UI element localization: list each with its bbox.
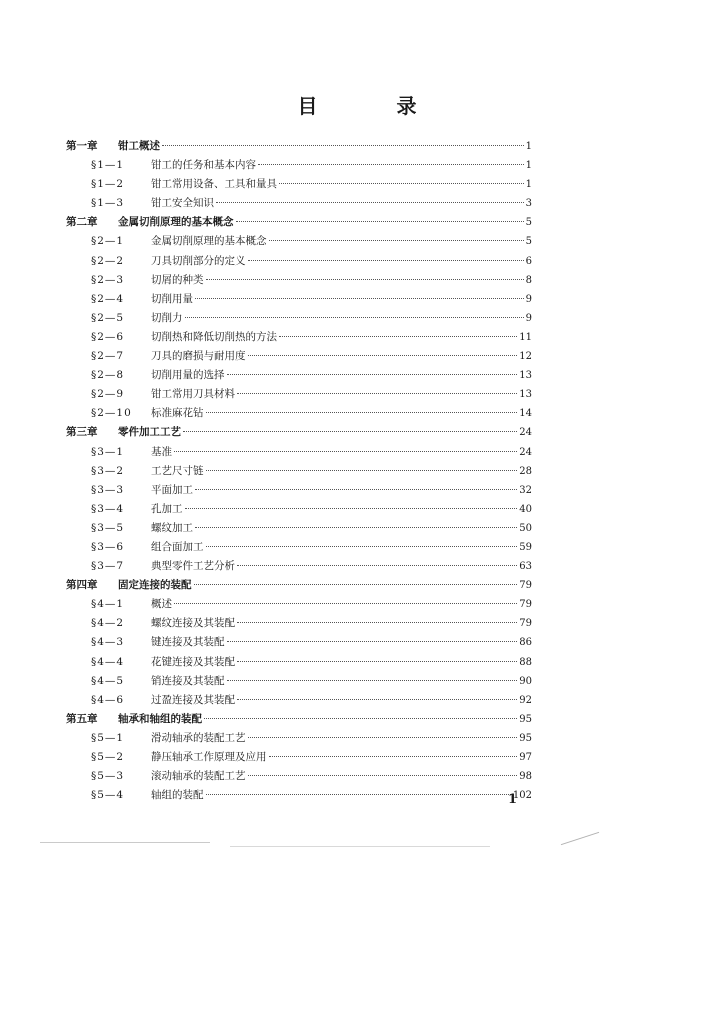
dot-leader: [183, 431, 517, 432]
section-page-number: 90: [519, 675, 532, 687]
dot-leader: [162, 145, 524, 146]
toc-section-entry: [66, 310, 532, 329]
section-title: 工艺尺寸链: [151, 464, 204, 477]
dot-leader: [195, 489, 517, 490]
section-page-number: 92: [519, 694, 532, 706]
toc-section-entry: [66, 291, 532, 310]
section-page-number: 1: [525, 160, 532, 172]
section-page-number: 79: [519, 618, 532, 630]
toc-section-entry: [66, 253, 532, 272]
section-number: §3—7: [91, 560, 125, 573]
page-title: 目 录: [297, 94, 453, 118]
dot-leader: [248, 775, 518, 776]
dot-leader: [237, 622, 517, 623]
chapter-page-number: 95: [519, 713, 532, 725]
section-number: §4—2: [91, 617, 125, 630]
chapter-number: 第三章: [66, 426, 98, 439]
chapter-number: 第四章: [66, 579, 98, 592]
section-number: §2—10: [91, 407, 132, 420]
section-page-number: 9: [525, 293, 532, 305]
section-title: 滑动轴承的装配工艺: [151, 731, 246, 744]
dot-leader: [174, 603, 517, 604]
section-title: 切削用量的选择: [151, 369, 225, 382]
dot-leader: [248, 355, 518, 356]
section-page-number: 24: [519, 446, 532, 458]
section-title: 金属切削原理的基本概念: [151, 235, 267, 248]
section-number: §4—4: [91, 655, 125, 668]
toc-section-entry: [66, 444, 532, 463]
dot-leader: [195, 527, 517, 528]
section-title: 刀具的磨损与耐用度: [151, 350, 246, 363]
toc-section-entry: [66, 176, 532, 195]
chapter-page-number: 79: [519, 580, 532, 592]
section-number: §5—1: [91, 731, 125, 744]
section-title: 钳工安全知识: [151, 197, 214, 210]
section-number: §3—1: [91, 445, 125, 458]
section-page-number: 1: [525, 179, 532, 191]
dot-leader: [237, 661, 517, 662]
section-number: §2—1: [91, 235, 125, 248]
toc-section-entry: [66, 405, 532, 424]
toc-section-entry: [66, 654, 532, 673]
scan-artifact-line: [561, 832, 599, 845]
section-title: 螺纹连接及其装配: [151, 617, 235, 630]
toc-section-entry: [66, 787, 532, 806]
section-number: §5—2: [91, 751, 125, 763]
section-number: §2—8: [91, 369, 125, 382]
dot-leader: [185, 508, 518, 509]
section-number: §3—5: [91, 521, 125, 534]
toc-section-entry: [66, 195, 532, 214]
table-of-contents: [66, 138, 532, 806]
section-page-number: 13: [519, 370, 532, 382]
toc-section-entry: [66, 233, 532, 252]
toc-section-entry: [66, 596, 532, 615]
section-number: §4—6: [91, 693, 125, 706]
section-title: 滚动轴承的装配工艺: [151, 770, 246, 783]
section-number: §1—3: [91, 197, 125, 210]
section-page-number: 102: [512, 790, 532, 802]
section-number: §2—5: [91, 311, 125, 324]
section-title: 轴组的装配: [151, 789, 204, 802]
toc-section-entry: [66, 539, 532, 558]
section-title: 过盈连接及其装配: [151, 693, 235, 706]
section-page-number: 95: [519, 732, 532, 744]
chapter-title: 轴承和轴组的装配: [118, 712, 202, 725]
chapter-title: 金属切削原理的基本概念: [118, 216, 234, 229]
scan-artifact-line: [230, 846, 490, 847]
chapter-number: 第二章: [66, 216, 98, 229]
dot-leader: [248, 737, 518, 738]
section-page-number: 28: [519, 465, 532, 477]
chapter-number: 第一章: [66, 140, 98, 152]
toc-chapter-entry: [66, 214, 532, 233]
section-title: 切削力: [151, 311, 183, 324]
section-page-number: 40: [519, 503, 532, 515]
section-number: §4—5: [91, 674, 125, 687]
dot-leader: [248, 260, 524, 261]
toc-chapter-entry: [66, 424, 532, 443]
toc-section-entry: [66, 482, 532, 501]
section-number: §3—6: [91, 540, 125, 553]
section-number: §1—1: [91, 159, 125, 172]
section-page-number: 8: [525, 274, 532, 286]
section-page-number: 86: [519, 637, 532, 649]
chapter-title: 钳工概述: [118, 140, 160, 152]
dot-leader: [236, 221, 524, 222]
section-page-number: 50: [519, 522, 532, 534]
dot-leader: [227, 641, 518, 642]
section-number: §4—1: [91, 598, 125, 611]
toc-section-entry: [66, 673, 532, 692]
section-page-number: 63: [519, 561, 532, 573]
toc-section-entry: [66, 768, 532, 787]
toc-section-entry: [66, 329, 532, 348]
dot-leader: [206, 794, 511, 795]
toc-section-entry: [66, 501, 532, 520]
dot-leader: [185, 317, 524, 318]
section-page-number: 5: [525, 236, 532, 248]
section-title: 标准麻花钻: [151, 407, 204, 420]
section-number: §1—2: [91, 178, 125, 191]
section-title: 刀具切削部分的定义: [151, 254, 246, 267]
section-title: 销连接及其装配: [151, 674, 225, 687]
dot-leader: [269, 240, 524, 241]
section-title: 螺纹加工: [151, 521, 193, 534]
section-page-number: 59: [519, 541, 532, 553]
dot-leader: [216, 202, 524, 203]
scan-artifact-line: [40, 842, 210, 843]
section-title: 平面加工: [151, 483, 193, 496]
dot-leader: [195, 298, 524, 299]
dot-leader: [206, 279, 524, 280]
dot-leader: [204, 718, 517, 719]
toc-section-entry: [66, 157, 532, 176]
toc-section-entry: [66, 558, 532, 577]
chapter-page-number: 24: [519, 427, 532, 439]
section-title: 切削热和降低切削热的方法: [151, 330, 277, 343]
section-title: 钳工的任务和基本内容: [151, 159, 256, 172]
section-page-number: 98: [519, 771, 532, 783]
section-page-number: 9: [525, 312, 532, 324]
toc-section-entry: [66, 386, 532, 405]
section-page-number: 6: [525, 255, 532, 267]
toc-section-entry: [66, 367, 532, 386]
chapter-page-number: 1: [525, 141, 532, 152]
section-title: 键连接及其装配: [151, 636, 225, 649]
chapter-page-number: 5: [525, 217, 532, 229]
section-page-number: 32: [519, 484, 532, 496]
dot-leader: [206, 470, 518, 471]
section-number: §2—7: [91, 350, 125, 363]
section-number: §2—4: [91, 292, 125, 305]
dot-leader: [227, 374, 518, 375]
section-title: 切屑的种类: [151, 273, 204, 286]
section-title: 组合面加工: [151, 540, 204, 553]
dot-leader: [174, 451, 517, 452]
toc-chapter-entry: [66, 138, 532, 157]
dot-leader: [237, 393, 517, 394]
section-number: §3—2: [91, 464, 125, 477]
section-page-number: 3: [525, 198, 532, 210]
toc-section-entry: [66, 615, 532, 634]
section-title: 基准: [151, 445, 172, 458]
section-number: §5—3: [91, 770, 125, 783]
toc-section-entry: [66, 634, 532, 653]
section-title: 孔加工: [151, 502, 183, 515]
section-page-number: 11: [519, 331, 532, 343]
section-page-number: 12: [519, 351, 532, 363]
chapter-title: 零件加工工艺: [118, 426, 181, 439]
page-number: 1: [508, 792, 518, 807]
dot-leader: [206, 412, 518, 413]
section-page-number: 97: [519, 752, 532, 763]
section-page-number: 13: [519, 389, 532, 401]
section-title: 切削用量: [151, 292, 193, 305]
toc-section-entry: [66, 272, 532, 291]
section-title: 钳工常用设备、工具和量具: [151, 178, 277, 191]
chapter-number: 第五章: [66, 712, 98, 725]
dot-leader: [237, 565, 517, 566]
chapter-title: 固定连接的装配: [118, 579, 192, 592]
section-number: §2—3: [91, 273, 125, 286]
section-page-number: 79: [519, 599, 532, 611]
dot-leader: [269, 756, 518, 757]
section-number: §2—6: [91, 330, 125, 343]
toc-section-entry: [66, 692, 532, 711]
section-number: §3—4: [91, 502, 125, 515]
dot-leader: [227, 680, 518, 681]
section-title: 静压轴承工作原理及应用: [151, 751, 267, 763]
dot-leader: [279, 336, 517, 337]
toc-section-entry: [66, 520, 532, 539]
section-page-number: 88: [519, 656, 532, 668]
toc-section-entry: [66, 348, 532, 367]
section-title: 概述: [151, 598, 172, 611]
toc-chapter-entry: [66, 577, 532, 596]
dot-leader: [237, 699, 517, 700]
section-title: 花键连接及其装配: [151, 655, 235, 668]
section-title: 典型零件工艺分析: [151, 560, 235, 573]
section-number: §2—9: [91, 388, 125, 401]
section-number: §3—3: [91, 483, 125, 496]
section-title: 钳工常用刀具材料: [151, 388, 235, 401]
section-number: §2—2: [91, 254, 125, 267]
toc-chapter-entry: [66, 711, 532, 730]
section-number: §4—3: [91, 636, 125, 649]
dot-leader: [194, 584, 518, 585]
toc-section-entry: [66, 749, 532, 768]
dot-leader: [279, 183, 524, 184]
dot-leader: [258, 164, 524, 165]
section-page-number: 14: [519, 408, 532, 420]
section-number: §5—4: [91, 789, 125, 802]
dot-leader: [206, 546, 518, 547]
toc-section-entry: [66, 463, 532, 482]
toc-section-entry: [66, 730, 532, 749]
